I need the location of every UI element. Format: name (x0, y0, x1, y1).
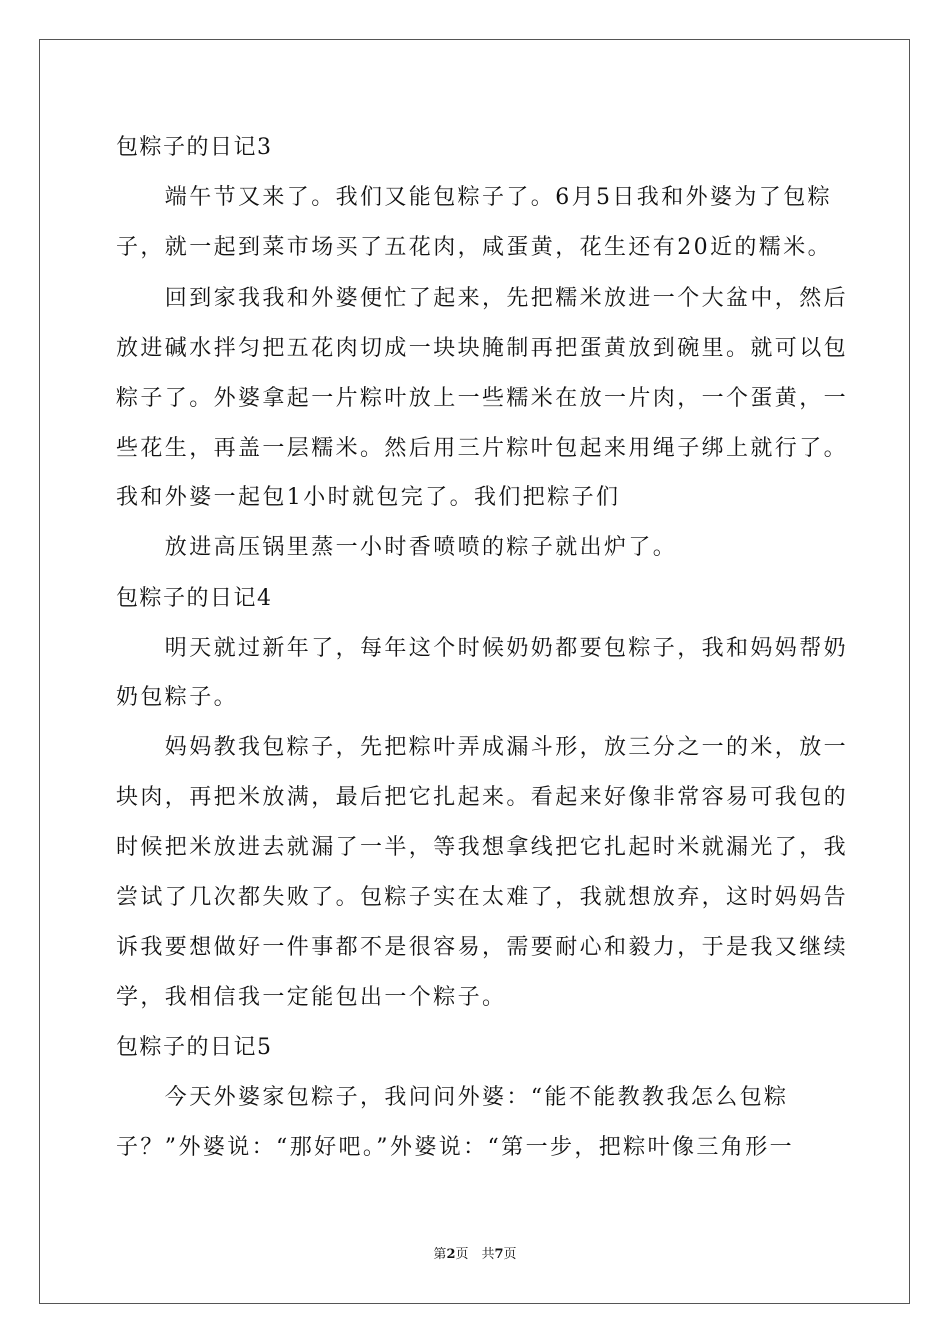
page-border (39, 39, 910, 1304)
text-line: 端午节又来了。我们又能包粽子了。6月5日我和外婆为了包粽 (116, 185, 832, 210)
footer-page-number: 2 (446, 1247, 456, 1262)
footer-total-pages: 7 (494, 1247, 504, 1262)
footer-prefix: 第 (433, 1247, 447, 1262)
text-line: 我和外婆一起包1小时就包完了。我们把粽子们 (116, 485, 621, 510)
footer-suffix: 页 (503, 1247, 517, 1262)
footer-mid: 页 共 (455, 1247, 495, 1262)
text-line: 放进碱水拌匀把五花肉切成一块块腌制再把蛋黄放到碗里。就可以包 (116, 336, 849, 361)
text-line: 子，就一起到菜市场买了五花肉，咸蛋黄，花生还有20近的糯米。 (116, 235, 832, 260)
text-line: 块肉，再把米放满，最后把它扎起来。看起来好像非常容易可我包的 (116, 785, 849, 810)
text-line: 诉我要想做好一件事都不是很容易，需要耐心和毅力，于是我又继续 (116, 935, 849, 960)
page-footer (0, 1246, 950, 1264)
text-line: 时候把米放进去就漏了一半，等我想拿线把它扎起时米就漏光了，我 (116, 835, 849, 860)
text-line: 些花生，再盖一层糯米。然后用三片粽叶包起来用绳子绑上就行了。 (116, 436, 849, 461)
section-heading-5: 包粽子的日记5 (116, 1035, 273, 1060)
text-line: 子？”外婆说：“那好吧。”外婆说：“第一步，把粽叶像三角形一 (116, 1135, 794, 1160)
text-line: 放进高压锅里蒸一小时香喷喷的粽子就出炉了。 (116, 535, 678, 560)
text-line: 粽子了。外婆拿起一片粽叶放上一些糯米在放一片肉，一个蛋黄，一 (116, 386, 849, 411)
text-line: 今天外婆家包粽子，我问问外婆：“能不能教教我怎么包粽 (116, 1085, 789, 1110)
text-line: 回到家我我和外婆便忙了起来，先把糯米放进一个大盆中，然后 (116, 286, 849, 311)
section-heading-4: 包粽子的日记4 (116, 586, 273, 611)
text-line: 尝试了几次都失败了。包粽子实在太难了，我就想放弃，这时妈妈告 (116, 885, 849, 910)
text-line: 学，我相信我一定能包出一个粽子。 (116, 985, 507, 1010)
section-heading-3: 包粽子的日记3 (116, 135, 273, 160)
text-line: 奶包粽子。 (116, 685, 239, 710)
text-line: 明天就过新年了，每年这个时候奶奶都要包粽子，我和妈妈帮奶 (116, 636, 849, 661)
text-line: 妈妈教我包粽子，先把粽叶弄成漏斗形，放三分之一的米，放一 (116, 735, 849, 760)
